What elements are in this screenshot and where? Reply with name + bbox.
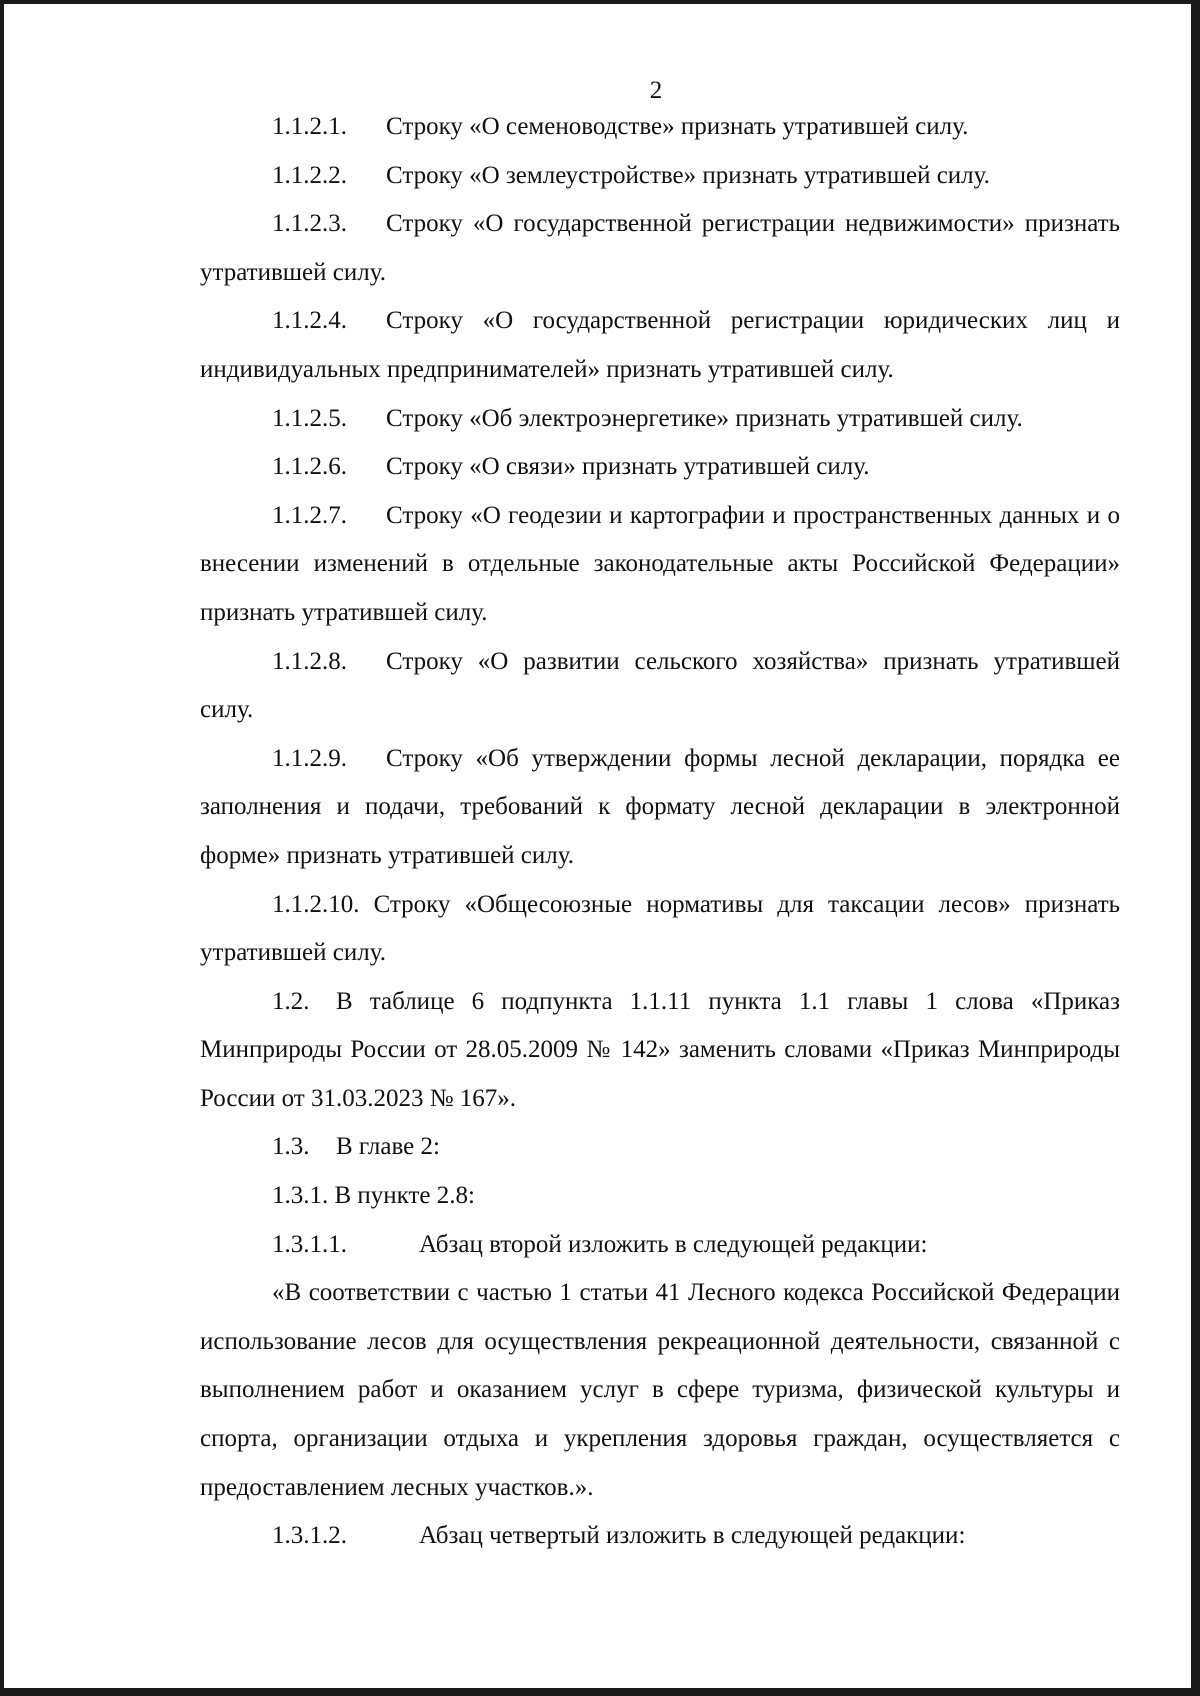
paragraph-1.3.1.1 — [200, 1221, 1120, 1270]
paragraph-1.3.1.2 — [200, 1512, 1120, 1561]
paragraph-text: Строку «Общесоюзные нормативы для таксации лесов» признать утратившей силу. — [200, 890, 1120, 967]
item-number: 1.1.2.7. — [272, 501, 347, 529]
document-body — [200, 103, 1120, 1561]
item-number: 1.3.1.1. — [272, 1230, 347, 1258]
paragraph-text: В главе 2: — [336, 1133, 440, 1161]
paragraph-text: «В соответствии с частью 1 статьи 41 Лесного кодекса Российской Федерации использование лесов для осуществления рекреационной деятельности, связанной с выполнением работ и оказанием услуг в сфере туризма, физической культуры и спорта, организации отдыха и укрепления здоровья граждан, осуществляется с предоставлением лесных участков.». — [200, 1279, 1120, 1501]
item-number: 1.1.2.2. — [272, 161, 347, 189]
item-number: 1.1.2.6. — [272, 453, 347, 481]
paragraph-1.3.1 — [200, 1172, 1120, 1221]
item-number: 1.1.2.10. — [272, 890, 360, 918]
paragraph-1.1.2.1 — [200, 103, 1120, 152]
item-number: 1.2. — [272, 987, 310, 1015]
paragraph-text: Абзац второй изложить в следующей редакции: — [419, 1230, 928, 1258]
item-number: 1.1.2.4. — [272, 307, 347, 335]
item-number: 1.3.1. — [272, 1182, 329, 1210]
item-number: 1.1.2.8. — [272, 647, 347, 675]
paragraph-text: Строку «О семеноводстве» признать утратившей силу. — [386, 113, 969, 140]
paragraph-text: Абзац четвертый изложить в следующей редакции: — [419, 1522, 966, 1550]
paragraph-text: Строку «О землеустройстве» признать утратившей силу. — [386, 161, 990, 189]
paragraph-1.1.2.6 — [200, 443, 1120, 492]
paragraph-1.2 — [200, 978, 1120, 1124]
paragraph-1.1.2.10 — [200, 881, 1120, 978]
paragraph-1.1.2.5 — [200, 395, 1120, 444]
paragraph-text: В пункте 2.8: — [334, 1182, 475, 1210]
paragraph-text: Строку «О государственной регистрации недвижимости» признать утратившей силу. — [200, 210, 1120, 286]
paragraph-text: Строку «О связи» признать утратившей силу. — [386, 453, 870, 481]
paragraph-1.1.2.8 — [200, 638, 1120, 735]
quoted-paragraph — [200, 1269, 1120, 1512]
paragraph-1.1.2.3 — [200, 200, 1120, 297]
paragraph-1.1.2.2 — [200, 152, 1120, 201]
paragraph-1.1.2.7 — [200, 492, 1120, 638]
item-number: 1.1.2.9. — [272, 744, 347, 772]
paragraph-1.1.2.9 — [200, 735, 1120, 881]
paragraph-1.3 — [200, 1123, 1120, 1172]
paragraph-text: Строку «О геодезии и картографии и пространственных данных и о внесении изменений в отдельные законодательные акты Российской Федерации» признать утратившей силу. — [200, 501, 1120, 626]
item-number: 1.3.1.2. — [272, 1522, 347, 1550]
item-number: 1.3. — [272, 1133, 310, 1161]
page-number: 2 — [649, 77, 663, 104]
paragraph-text: В таблице 6 подпункта 1.1.11 пункта 1.1 главы 1 слова «Приказ Минприроды России от 28.05.2009 № 142» заменить словами «Приказ Минприроды России от 31.03.2023 № 167». — [200, 987, 1120, 1112]
item-number: 1.1.2.1. — [272, 113, 347, 140]
paragraph-text: Строку «О развитии сельского хозяйства» признать утратившей силу. — [200, 647, 1120, 724]
paragraph-text: Строку «О государственной регистрации юридических лиц и индивидуальных предпринимателей» признать утратившей силу. — [200, 307, 1120, 383]
paragraph-text: Строку «Об электроэнергетике» признать утратившей силу. — [386, 404, 1023, 432]
paragraph-1.1.2.4 — [200, 297, 1120, 394]
item-number: 1.1.2.3. — [272, 210, 347, 238]
item-number: 1.1.2.5. — [272, 404, 347, 432]
paragraph-text: Строку «Об утверждении формы лесной декларации, порядка ее заполнения и подачи, требований к формату лесной декларации в электронной форме» признать утратившей силу. — [200, 744, 1120, 869]
